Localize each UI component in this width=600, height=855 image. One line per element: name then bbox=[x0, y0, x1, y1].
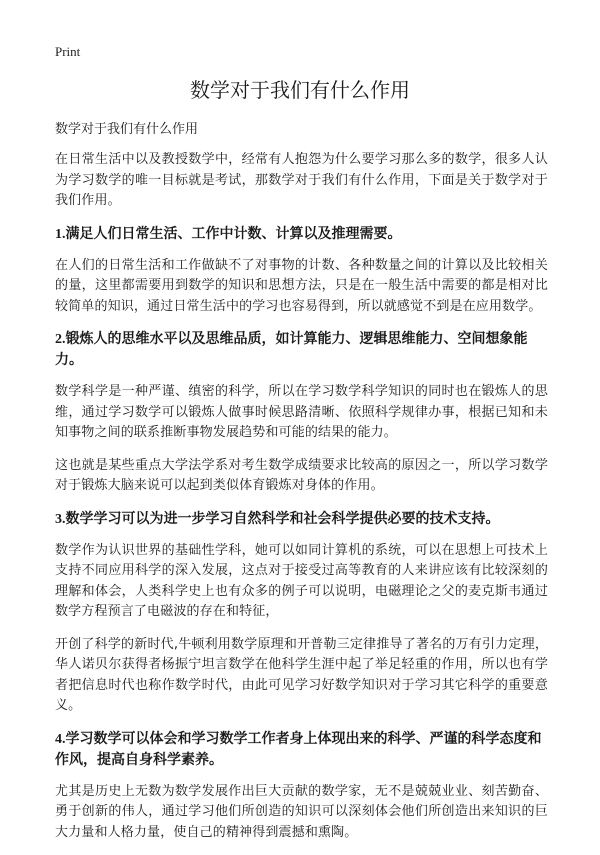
print-link[interactable]: Print bbox=[55, 44, 81, 59]
section-3-paragraph-1: 数学作为认识世界的基础性学科，她可以如同计算机的系统，可以在思想上可技术上支持不同应用科学的深入发展，这点对于接受过高等教育的人来讲应该有比较深刻的理解和体会，人类科学史上也有众多的例子可以说明，电磁理论之父的麦克斯韦通过数学方程预言了电磁波的存在和特征， bbox=[55, 542, 548, 619]
page-title: 数学对于我们有什么作用 bbox=[190, 78, 410, 102]
section-heading-1: 1.满足人们日常生活、工作中计数、计算以及推理需要。 bbox=[55, 226, 402, 242]
section-4-paragraph: 尤其是历史上无数为数学发展作出巨大贡献的数学家，无不是兢兢业业、刻苦勤奋、勇于创新的伟人，通过学习他们所创造的知识可以深刻体会他们所创造出来知识的巨大力量和人格力量，使自己的精神得到震撼和熏陶。 bbox=[55, 783, 548, 840]
article-subtitle: 数学对于我们有什么作用 bbox=[55, 122, 199, 137]
section-heading-2: 2.锻炼人的思维水平以及思维品质，如计算能力、逻辑思维能力、空间想象能力。 bbox=[55, 332, 528, 368]
section-heading-3: 3.数学学习可以为进一步学习自然科学和社会科学提供必要的技术支持。 bbox=[55, 511, 500, 527]
intro-paragraph: 在日常生活中以及教授数学中，经常有人抱怨为什么要学习那么多的数学，很多人认为学习数学的唯一目标就是考试，那数学对于我们有什么作用，下面是关于数学对于我们作用。 bbox=[55, 152, 548, 208]
section-3-paragraph-2: 开创了科学的新时代,牛顿利用数学原理和开普勒三定律推导了著名的万有引力定理，华人诺贝尔获得者杨振宁坦言数学在他科学生涯中起了举足轻重的作用，所以也有学者把信息时代也称作数学时代，由此可见学习好数学知识对于学习其它科学的重要意义。 bbox=[55, 636, 548, 713]
section-2-paragraph-2: 这也就是某些重点大学法学系对考生数学成绩要求比较高的原因之一，所以学习数学对于锻炼大脑来说可以起到类似体育锻炼对身体的作用。 bbox=[55, 457, 548, 493]
section-2-paragraph-1: 数学科学是一种严谨、缜密的科学，所以在学习数学科学知识的同时也在锻炼人的思维，通过学习数学可以锻炼人做事时候思路清晰、依照科学规律办事，根据已知和未知事物之间的联系推断事物发展趋势和可能的结果的能力。 bbox=[55, 384, 548, 440]
section-1-paragraph: 在人们的日常生活和工作做缺不了对事物的计数、各种数量之间的计算以及比较相关的量，这里都需要用到数学的知识和思想方法，只是在一般生活中需要的都是相对比较简单的知识，通过日常生活中的学习也容易得到，所以就感觉不到是在应用数学。 bbox=[55, 257, 548, 314]
article-body bbox=[55, 150, 548, 855]
section-heading-4: 4.学习数学可以体会和学习数学工作者身上体现出来的科学、严谨的科学态度和作风，提高自身科学素养。 bbox=[55, 731, 542, 768]
